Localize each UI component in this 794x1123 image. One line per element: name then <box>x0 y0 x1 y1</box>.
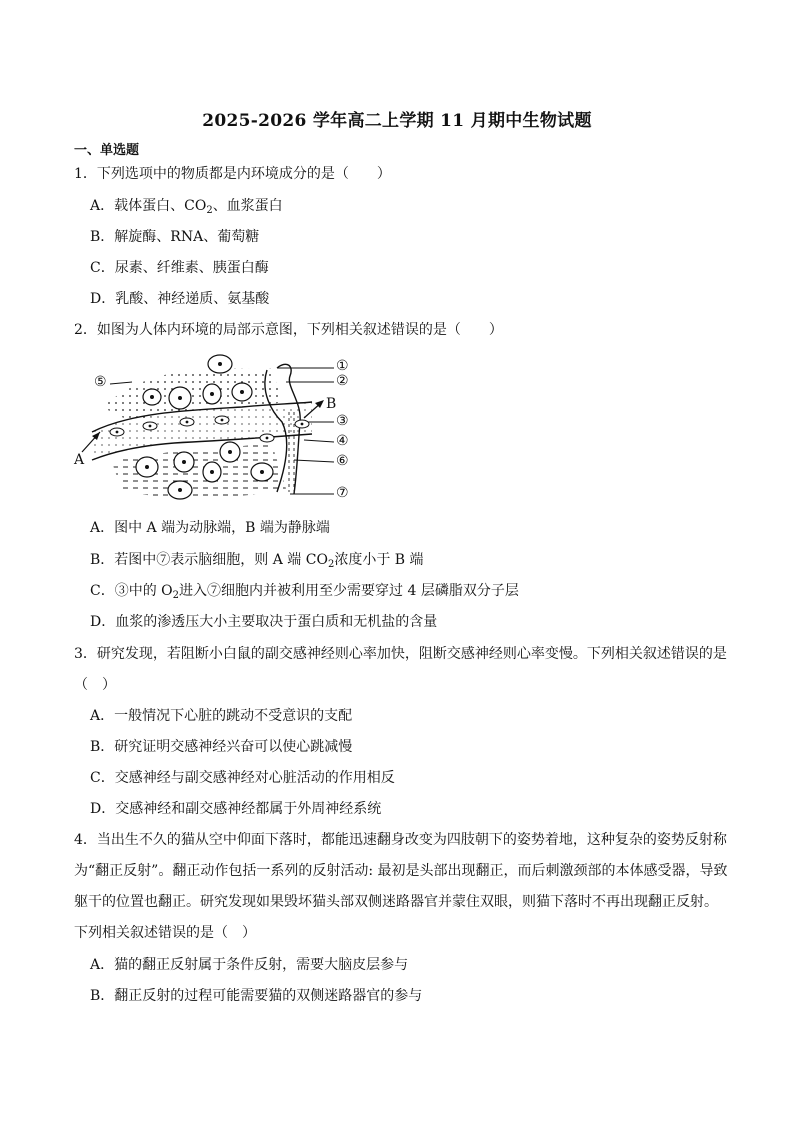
q1-option-c[interactable]: C．尿素、纤维素、胰蛋白酶 <box>90 260 269 276</box>
label-7: ⑦ <box>336 485 349 501</box>
page-title: 2025-2026 学年高二上学期 11 月期中生物试题 <box>202 111 592 131</box>
q3-option-d[interactable]: D．交感神经和副交感神经都属于外周神经系统 <box>90 801 382 817</box>
q1-option-b[interactable]: B．解旋酶、RNA、葡萄糖 <box>90 229 260 245</box>
q2-option-c[interactable]: C．③中的 $O_2$进入⑦细胞内并被利用至少需要穿过 4 层磷脂双分子层 <box>90 583 519 601</box>
label-b: B <box>326 396 337 412</box>
q2-option-b[interactable]: B．若图中⑦表示脑细胞，则 A 端 $CO_2$浓度小于 B 端 <box>90 552 424 570</box>
q4-option-a[interactable]: A．猫的翻正反射属于条件反射，需要大脑皮层参与 <box>90 957 409 973</box>
label-1: ① <box>336 358 349 374</box>
q2-option-d[interactable]: D．血浆的渗透压大小主要取决于蛋白质和无机盐的含量 <box>90 614 438 630</box>
section-heading: 一、单选题 <box>74 143 140 158</box>
diagram-svg <box>72 352 362 512</box>
q1-option-a[interactable]: A．载体蛋白、$CO_2$、血浆蛋白 <box>90 198 283 216</box>
q4-stem-line4: 下列相关叙述错误的是（ ） <box>74 925 256 941</box>
q3-stem-line1: 3．研究发现，若阻断小白鼠的副交感神经则心率加快，阻断交感神经则心率变慢。下列相关叙述错误的是 <box>74 646 727 662</box>
q2-option-a[interactable]: A．图中 A 端为动脉端，B 端为静脉端 <box>90 520 330 536</box>
q4-option-b[interactable]: B．翻正反射的过程可能需要猫的双侧迷路器官的参与 <box>90 988 423 1004</box>
q1-option-d[interactable]: D．乳酸、神经递质、氨基酸 <box>90 291 270 307</box>
q4-stem-line2: 为“翻正反射”。翻正动作包括一系列的反射活动: 最初是头部出现翻正，而后刺激颈部的本体感受器，导致 <box>74 863 728 879</box>
label-5: ⑤ <box>94 374 107 390</box>
q3-option-b[interactable]: B．研究证明交感神经兴奋可以使心跳减慢 <box>90 739 353 755</box>
internal-environment-diagram <box>72 352 362 512</box>
label-2: ② <box>336 373 349 389</box>
label-3: ③ <box>336 413 349 429</box>
q1-stem: 1．下列选项中的物质都是内环境成分的是（ ） <box>74 166 391 182</box>
q4-stem-line1: 4．当出生不久的猫从空中仰面下落时，都能迅速翻身改变为四肢朝下的姿势着地，这种复杂的姿势反射称 <box>74 832 727 848</box>
label-6: ⑥ <box>336 453 349 469</box>
label-a: A <box>74 452 85 468</box>
q3-stem-line2: （ ） <box>74 677 116 693</box>
q4-stem-line3: 躯干的位置也翻正。研究发现如果毁坏猫头部双侧迷路器官并蒙住双眼，则猫下落时不再出现翻正反射。 <box>74 894 718 910</box>
label-4: ④ <box>336 433 349 449</box>
q3-option-a[interactable]: A．一般情况下心脏的跳动不受意识的支配 <box>90 708 353 724</box>
q3-option-c[interactable]: C．交感神经与副交感神经对心脏活动的作用相反 <box>90 770 395 786</box>
q2-stem: 2．如图为人体内环境的局部示意图，下列相关叙述错误的是（ ） <box>74 322 503 338</box>
